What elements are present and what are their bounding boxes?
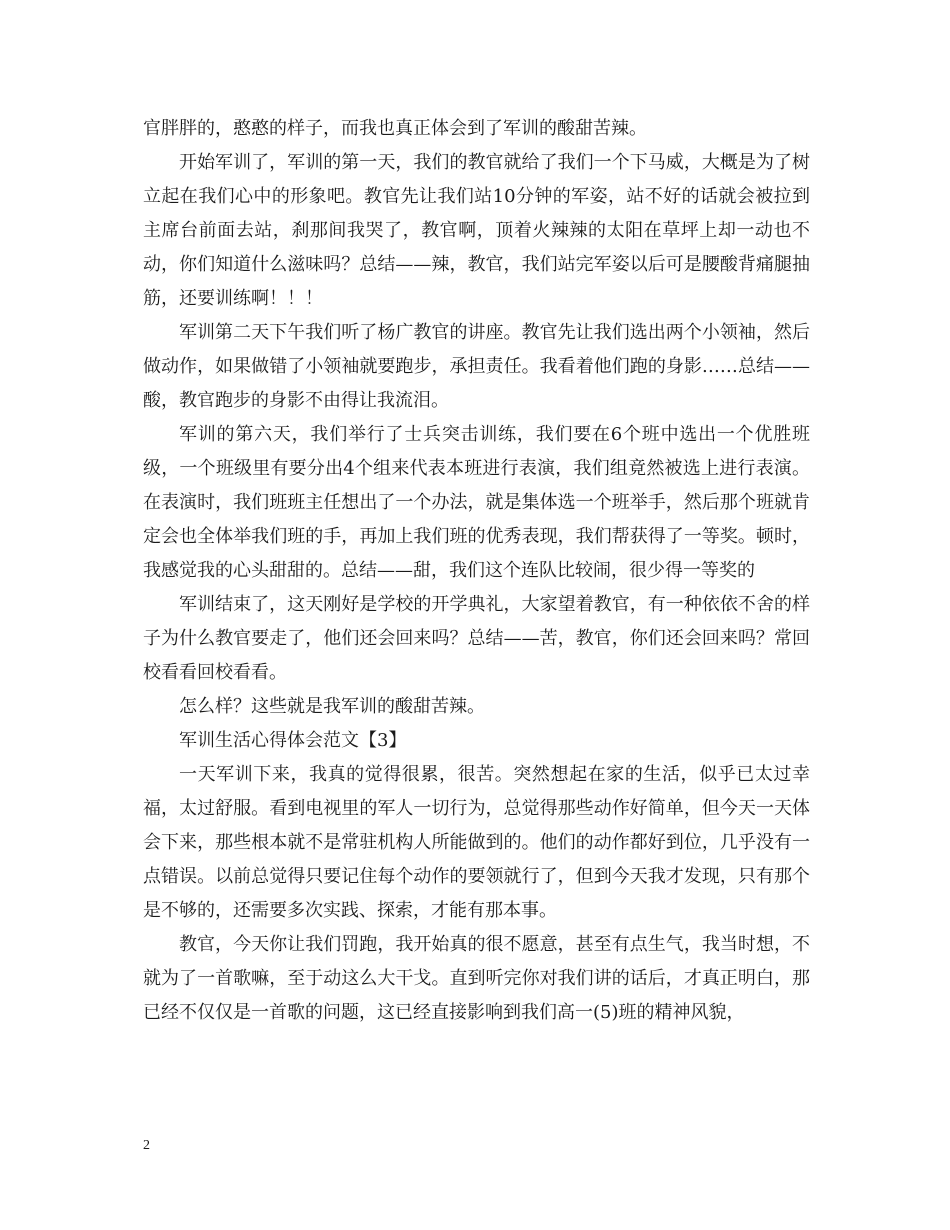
paragraph-summary: 怎么样？这些就是我军训的酸甜苦辣。 (179, 696, 485, 717)
section-heading: 军训生活心得体会范文【3】 (179, 730, 407, 751)
paragraph-one-day-training: 一天军训下来，我真的觉得很累，很苦。突然想起在家的生活，似乎已太过幸福，太过舒服。看到电视里的军人一切行为，总觉得那些动作好简单，但今天一天体会下来，那些根本就不是常驻机构人所能做到的。他们的动作都好到位，几乎没有一点错误。以前总觉得只要记住每个动作的要领就行了，但到今天我才发现，只有那个是不够的，还需要多次实践、探索，才能有那本事。 (143, 764, 810, 921)
paragraph-second-day: 军训第二天下午我们听了杨广教官的讲座。教官先让我们选出两个小领袖，然后做动作，如果做错了小领袖就要跑步，承担责任。我看着他们跑的身影……总结——酸，教官跑步的身影不由得让我流泪。 (143, 322, 810, 411)
document-body (143, 112, 810, 1030)
paragraph-first-day: 开始军训了，军训的第一天，我们的教官就给了我们一个下马威，大概是为了树立起在我们心中的形象吧。教官先让我们站10分钟的军姿，站不好的话就会被拉到主席台前面去站，刹那间我哭了，教官啊，顶着火辣辣的太阳在草坪上却一动也不动，你们知道什么滋味吗？总结——辣，教官，我们站完军姿以后可是腰酸背痛腿抽筋，还要训练啊！！！ (143, 152, 810, 309)
paragraph-sixth-day: 军训的第六天，我们举行了士兵突击训练，我们要在6个班中选出一个优胜班级，一个班级里有要分出4个组来代表本班进行表演，我们组竟然被选上进行表演。在表演时，我们班班主任想出了一个办法，就是集体选一个班举手，然后那个班就肯定会也全体举我们班的手，再加上我们班的优秀表现，我们帮获得了一等奖。顿时，我感觉我的心头甜甜的。总结——甜，我们这个连队比较闹，很少得一等奖的 (143, 424, 810, 581)
paragraph-instructor: 教官，今天你让我们罚跑，我开始真的很不愿意，甚至有点生气，我当时想，不就为了一首歌嘛，至于动这么大干戈。直到听完你对我们讲的话后，才真正明白，那已经不仅仅是一首歌的问题，这已经直接影响到我们高一(5)班的精神风貌， (143, 934, 810, 1023)
page-number: 2 (143, 1138, 150, 1153)
paragraph-training-end: 军训结束了，这天刚好是学校的开学典礼，大家望着教官，有一种依依不舍的样子为什么教官要走了，他们还会回来吗？总结——苦，教官，你们还会回来吗？常回校看看回校看看。 (143, 594, 810, 683)
paragraph-continuation: 官胖胖的，憨憨的样子，而我也真正体会到了军训的酸甜苦辣。 (143, 118, 647, 139)
